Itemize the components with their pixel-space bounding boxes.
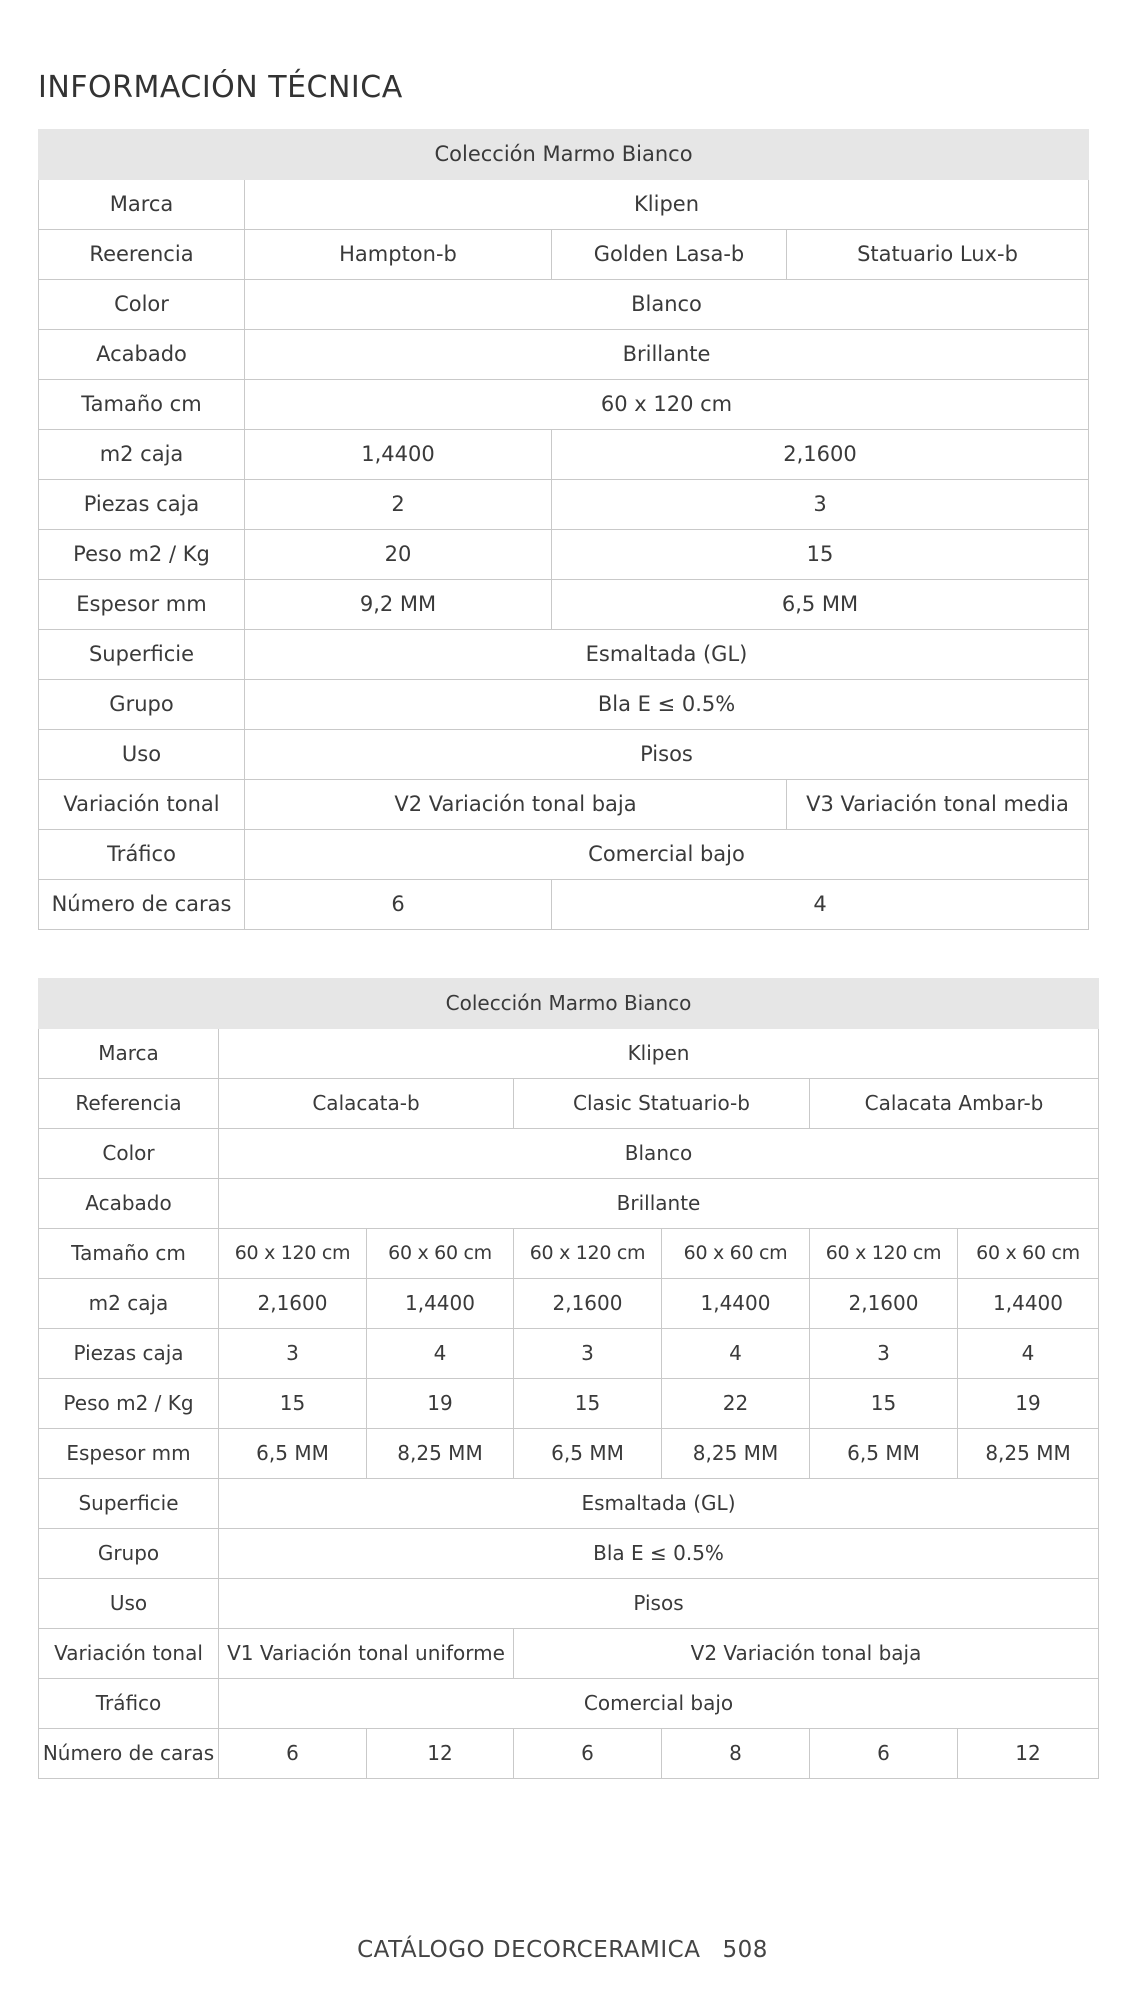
table-cell: 1,4400 xyxy=(367,1279,514,1329)
table-cell: 1,4400 xyxy=(958,1279,1099,1329)
table-cell: Pisos xyxy=(245,730,1089,780)
spec-table-2 xyxy=(38,978,1099,1779)
table-row xyxy=(39,680,1089,730)
row-label: Peso m2 / Kg xyxy=(39,530,245,580)
table-cell: 4 xyxy=(662,1329,810,1379)
collection-title: Colección Marmo Bianco xyxy=(39,979,1099,1029)
page-footer xyxy=(0,1937,1125,1963)
collection-title: Colección Marmo Bianco xyxy=(39,130,1089,180)
table-row xyxy=(39,1629,1099,1679)
page-number: 508 xyxy=(722,1937,768,1963)
table-row xyxy=(39,1229,1099,1279)
table-cell: 4 xyxy=(552,880,1089,930)
row-label: Piezas caja xyxy=(39,1329,219,1379)
table-row xyxy=(39,1729,1099,1779)
row-label: Espesor mm xyxy=(39,1429,219,1479)
table-cell: 3 xyxy=(810,1329,958,1379)
row-label: Espesor mm xyxy=(39,580,245,630)
table-cell: Comercial bajo xyxy=(245,830,1089,880)
table-row xyxy=(39,780,1089,830)
row-label: Grupo xyxy=(39,1529,219,1579)
table-cell: Esmaltada (GL) xyxy=(245,630,1089,680)
table-cell: Esmaltada (GL) xyxy=(219,1479,1099,1529)
table-cell: Calacata-b xyxy=(219,1079,514,1129)
row-label: m2 caja xyxy=(39,1279,219,1329)
row-label: Marca xyxy=(39,180,245,230)
table-cell: Bla E ≤ 0.5% xyxy=(219,1529,1099,1579)
table-row xyxy=(39,380,1089,430)
table-cell: 1,4400 xyxy=(662,1279,810,1329)
table-row xyxy=(39,630,1089,680)
row-label: Número de caras xyxy=(39,1729,219,1779)
row-label: Color xyxy=(39,280,245,330)
table-cell: 60 x 120 cm xyxy=(219,1229,367,1279)
table-cell: 3 xyxy=(219,1329,367,1379)
table-cell: 12 xyxy=(958,1729,1099,1779)
table-cell: Bla E ≤ 0.5% xyxy=(245,680,1089,730)
table-cell: 15 xyxy=(810,1379,958,1429)
table-cell: 60 x 120 cm xyxy=(245,380,1089,430)
table-row xyxy=(39,1379,1099,1429)
table-cell: 19 xyxy=(958,1379,1099,1429)
page-title: INFORMACIÓN TÉCNICA xyxy=(38,70,403,105)
table-cell: Brillante xyxy=(245,330,1089,380)
table-row xyxy=(39,230,1089,280)
table-row xyxy=(39,1029,1099,1079)
table-cell: Brillante xyxy=(219,1179,1099,1229)
table-row xyxy=(39,880,1089,930)
row-label: Superficie xyxy=(39,630,245,680)
table-row xyxy=(39,830,1089,880)
table-cell: Pisos xyxy=(219,1579,1099,1629)
table-row xyxy=(39,1529,1099,1579)
table-header-row xyxy=(39,979,1099,1029)
table-cell: Golden Lasa-b xyxy=(552,230,787,280)
table-cell: 15 xyxy=(552,530,1089,580)
row-label: Reerencia xyxy=(39,230,245,280)
table-row xyxy=(39,430,1089,480)
table-cell: Klipen xyxy=(219,1029,1099,1079)
table-row xyxy=(39,530,1089,580)
table-row xyxy=(39,1129,1099,1179)
row-label: Referencia xyxy=(39,1079,219,1129)
table-row xyxy=(39,1079,1099,1129)
table-cell: 1,4400 xyxy=(245,430,552,480)
table-cell: 2,1600 xyxy=(552,430,1089,480)
row-label: Tamaño cm xyxy=(39,380,245,430)
table-header-row xyxy=(39,130,1089,180)
row-label: Tráfico xyxy=(39,830,245,880)
table-cell: Clasic Statuario-b xyxy=(514,1079,810,1129)
table-row xyxy=(39,480,1089,530)
row-label: Variación tonal xyxy=(39,1629,219,1679)
row-label: Acabado xyxy=(39,1179,219,1229)
table-cell: V1 Variación tonal uniforme xyxy=(219,1629,514,1679)
spec-table-1 xyxy=(38,129,1089,930)
table-cell: 22 xyxy=(662,1379,810,1429)
table-cell: 6,5 MM xyxy=(514,1429,662,1479)
table-cell: V2 Variación tonal baja xyxy=(245,780,787,830)
table-row xyxy=(39,730,1089,780)
table-cell: 2,1600 xyxy=(810,1279,958,1329)
row-label: m2 caja xyxy=(39,430,245,480)
row-label: Marca xyxy=(39,1029,219,1079)
row-label: Tráfico xyxy=(39,1679,219,1729)
table-cell: 2 xyxy=(245,480,552,530)
table-cell: 3 xyxy=(514,1329,662,1379)
table-cell: 6 xyxy=(810,1729,958,1779)
row-label: Tamaño cm xyxy=(39,1229,219,1279)
table-row xyxy=(39,280,1089,330)
table-cell: 60 x 120 cm xyxy=(810,1229,958,1279)
table-cell: V2 Variación tonal baja xyxy=(514,1629,1099,1679)
table-cell: 6,5 MM xyxy=(552,580,1089,630)
table-row xyxy=(39,1329,1099,1379)
table-cell: Statuario Lux-b xyxy=(787,230,1089,280)
table-row xyxy=(39,1179,1099,1229)
table-row xyxy=(39,330,1089,380)
table-cell: 60 x 60 cm xyxy=(958,1229,1099,1279)
table-cell: Klipen xyxy=(245,180,1089,230)
table-row xyxy=(39,1479,1099,1529)
table-row xyxy=(39,1279,1099,1329)
catalog-name: CATÁLOGO DECORCERAMICA xyxy=(357,1937,701,1963)
table-cell: Blanco xyxy=(245,280,1089,330)
table-cell: 8,25 MM xyxy=(367,1429,514,1479)
table-cell: 3 xyxy=(552,480,1089,530)
table-cell: 15 xyxy=(514,1379,662,1429)
table-cell: 6,5 MM xyxy=(810,1429,958,1479)
table-cell: 4 xyxy=(367,1329,514,1379)
table-row xyxy=(39,1429,1099,1479)
table-cell: 6 xyxy=(219,1729,367,1779)
table-cell: 8,25 MM xyxy=(958,1429,1099,1479)
table-cell: 6 xyxy=(514,1729,662,1779)
row-label: Uso xyxy=(39,1579,219,1629)
table-cell: Hampton-b xyxy=(245,230,552,280)
row-label: Grupo xyxy=(39,680,245,730)
table-row xyxy=(39,1579,1099,1629)
table-row xyxy=(39,180,1089,230)
table-cell: 8 xyxy=(662,1729,810,1779)
table-row xyxy=(39,1679,1099,1729)
row-label: Variación tonal xyxy=(39,780,245,830)
table-cell: 9,2 MM xyxy=(245,580,552,630)
table-cell: 6,5 MM xyxy=(219,1429,367,1479)
row-label: Número de caras xyxy=(39,880,245,930)
table-cell: 60 x 60 cm xyxy=(662,1229,810,1279)
table-cell: 12 xyxy=(367,1729,514,1779)
row-label: Superficie xyxy=(39,1479,219,1529)
row-label: Acabado xyxy=(39,330,245,380)
table-cell: 60 x 60 cm xyxy=(367,1229,514,1279)
table-cell: Calacata Ambar-b xyxy=(810,1079,1099,1129)
table-cell: Comercial bajo xyxy=(219,1679,1099,1729)
table-cell: 2,1600 xyxy=(219,1279,367,1329)
table-cell: 8,25 MM xyxy=(662,1429,810,1479)
row-label: Peso m2 / Kg xyxy=(39,1379,219,1429)
row-label: Piezas caja xyxy=(39,480,245,530)
table-cell: 60 x 120 cm xyxy=(514,1229,662,1279)
row-label: Uso xyxy=(39,730,245,780)
table-cell: V3 Variación tonal media xyxy=(787,780,1089,830)
table-row xyxy=(39,580,1089,630)
row-label: Color xyxy=(39,1129,219,1179)
table-cell: 4 xyxy=(958,1329,1099,1379)
table-cell: 20 xyxy=(245,530,552,580)
table-cell: Blanco xyxy=(219,1129,1099,1179)
table-cell: 2,1600 xyxy=(514,1279,662,1329)
table-cell: 6 xyxy=(245,880,552,930)
table-cell: 19 xyxy=(367,1379,514,1429)
table-cell: 15 xyxy=(219,1379,367,1429)
